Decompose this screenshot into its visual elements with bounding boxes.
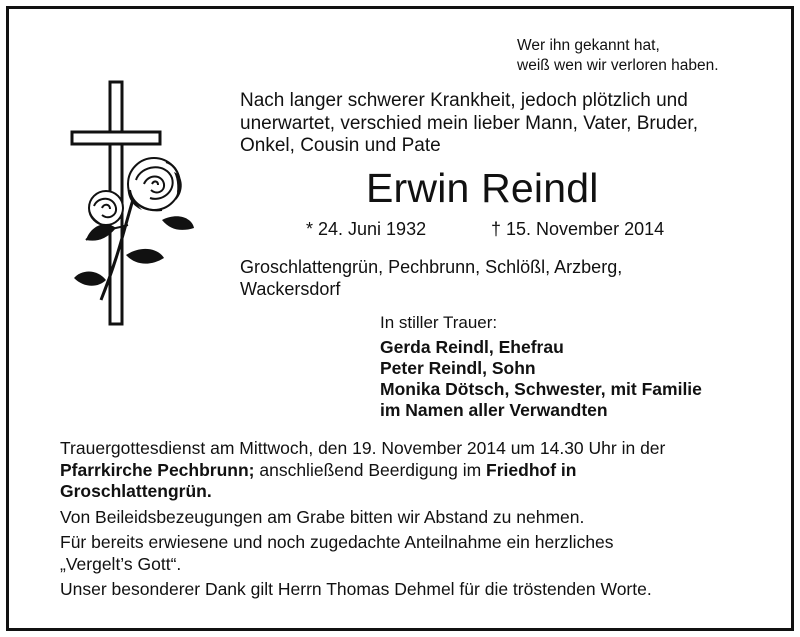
cemetery-name: Friedhof in <box>486 459 577 480</box>
church-name: Pfarrkirche Pechbrunn; <box>60 459 255 480</box>
service-info <box>60 438 665 601</box>
condolences-note: Von Beileidsbezeugungen am Grabe bitten wir Abstand zu nehmen. <box>60 506 585 527</box>
mourner: Gerda Reindl, Ehefrau <box>380 337 564 357</box>
service-line <box>60 481 665 503</box>
motto <box>517 36 719 76</box>
intro-line: Onkel, Cousin und Pate <box>240 135 441 156</box>
intro-text <box>240 90 698 158</box>
service-line: Trauergottesdienst am Mittwoch, den 19. November 2014 um 14.30 Uhr in der <box>60 438 666 458</box>
motto-line: weiß wen wir verloren haben. <box>517 57 719 74</box>
thanks-line: Für bereits erwiesene und noch zugedachte Anteilnahme ein herzliches <box>60 532 614 552</box>
mourner: im Namen aller Verwandten <box>380 400 608 420</box>
mourning-label: In stiller Trauer: <box>380 313 498 332</box>
mourners-list <box>380 337 702 421</box>
places-line: Groschlattengrün, Pechbrunn, Schlößl, Arzberg, <box>240 257 623 277</box>
thanks-line: „Vergelt’s Gott“. <box>60 553 182 574</box>
birth-date: * 24. Juni 1932 <box>306 219 427 239</box>
cemetery-place: Groschlattengrün. <box>60 481 212 501</box>
deceased-name: Erwin Reindl <box>366 165 599 211</box>
places-line: Wackersdorf <box>240 279 341 299</box>
intro-line: unerwartet, verschied mein lieber Mann, Vater, Bruder, <box>240 112 698 134</box>
mourner: Monika Dötsch, Schwester, mit Familie <box>380 379 702 399</box>
mourner: Peter Reindl, Sohn <box>380 358 536 378</box>
special-thanks: Unser besonderer Dank gilt Herrn Thomas Dehmel für die tröstenden Worte. <box>60 579 652 599</box>
intro-line: Nach langer schwerer Krankheit, jedoch plötzlich und <box>240 90 688 111</box>
motto-line: Wer ihn gekannt hat, <box>517 37 660 54</box>
cross-with-roses-icon <box>66 80 206 330</box>
service-mid: anschließend Beerdigung im <box>254 459 487 480</box>
places <box>240 256 622 300</box>
death-date: † 15. November 2014 <box>491 219 665 239</box>
service-line <box>60 460 665 482</box>
